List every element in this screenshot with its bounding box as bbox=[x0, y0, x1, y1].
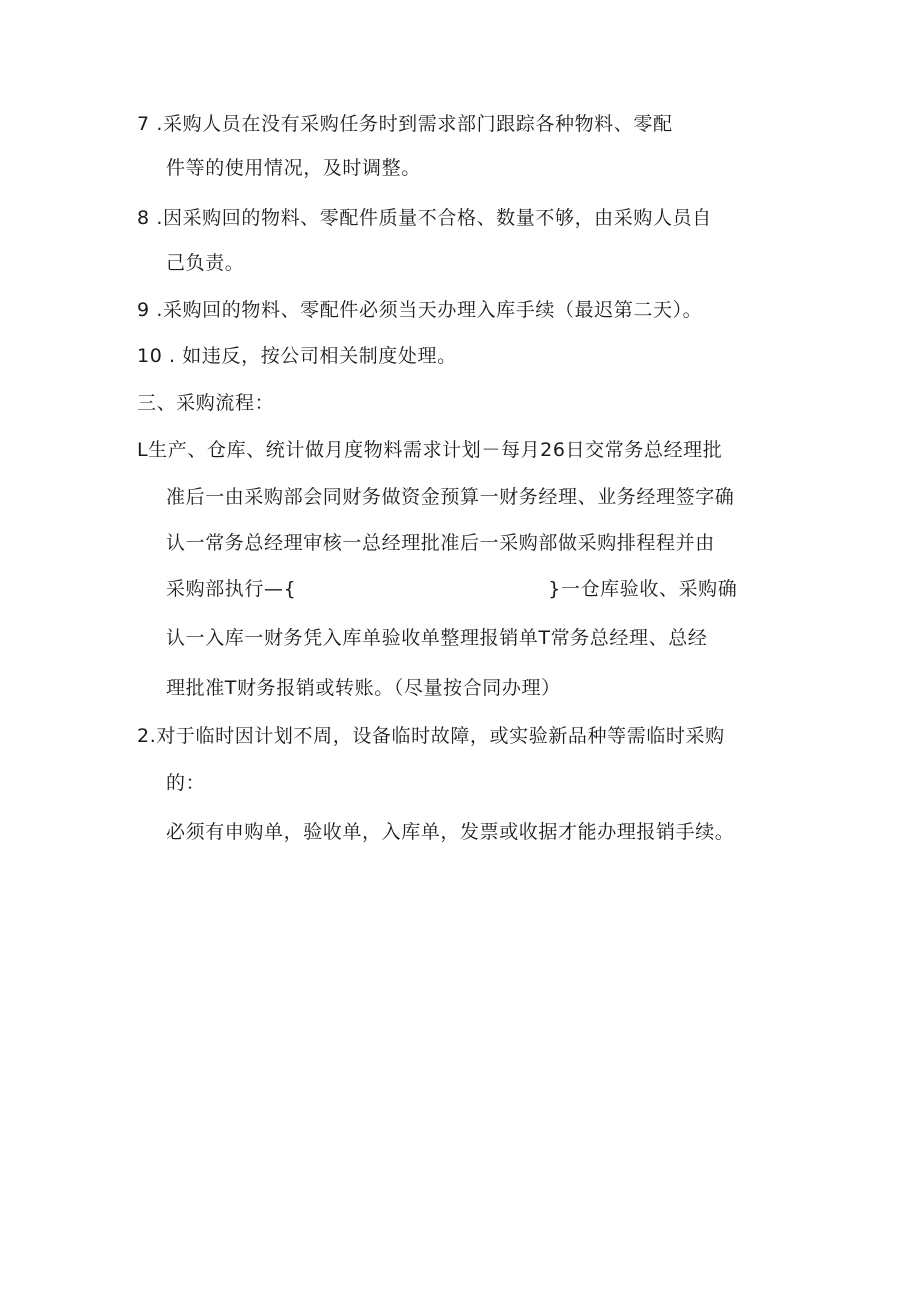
flow1-line-5: 认一入库一财务凭入库单验收单整理报销单T常务总经理、总经 bbox=[166, 627, 708, 649]
flow1-line-4-right: }一仓库验收、采购确 bbox=[548, 578, 738, 600]
flow2-line-1: 2.对于临时因计划不周，设备临时故障，或实验新品种等需临时采购 bbox=[137, 725, 725, 747]
flow2-line-3: 必须有申购单，验收单，入库单，发票或收据才能办理报销手续。 bbox=[166, 821, 735, 843]
section-heading: 三、采购流程： bbox=[137, 392, 275, 414]
flow1-line-2: 准后一由采购部会同财务做资金预算一财务经理、业务经理签字确 bbox=[166, 486, 735, 508]
flow1-line-6: 理批准T财务报销或转账。（尽量按合同办理） bbox=[166, 677, 561, 699]
item-7-line-1: 7 .采购人员在没有采购任务时到需求部门跟踪各种物料、零配 bbox=[137, 113, 673, 135]
item-7-line-2: 件等的使用情况，及时调整。 bbox=[166, 157, 421, 179]
item-10-line-1: 10 . 如违反，按公司相关制度处理。 bbox=[137, 345, 457, 367]
flow1-line-4 bbox=[166, 576, 737, 602]
item-8-line-1: 8 .因采购回的物料、零配件质量不合格、数量不够，由采购人员自 bbox=[137, 207, 712, 229]
flow1-line-1: L生产、仓库、统计做月度物料需求计划－每月26日交常务总经理批 bbox=[137, 439, 723, 461]
item-9-line-1: 9 .采购回的物料、零配件必须当天办理入库手续（最迟第二天）。 bbox=[137, 299, 703, 321]
flow1-line-3: 认一常务总经理审核一总经理批准后一采购部做采购排程程并由 bbox=[166, 532, 715, 554]
flow2-line-2: 的： bbox=[166, 772, 206, 794]
flow1-line-4-left: 采购部执行—{ bbox=[166, 578, 297, 600]
item-8-line-2: 己负责。 bbox=[166, 252, 245, 274]
